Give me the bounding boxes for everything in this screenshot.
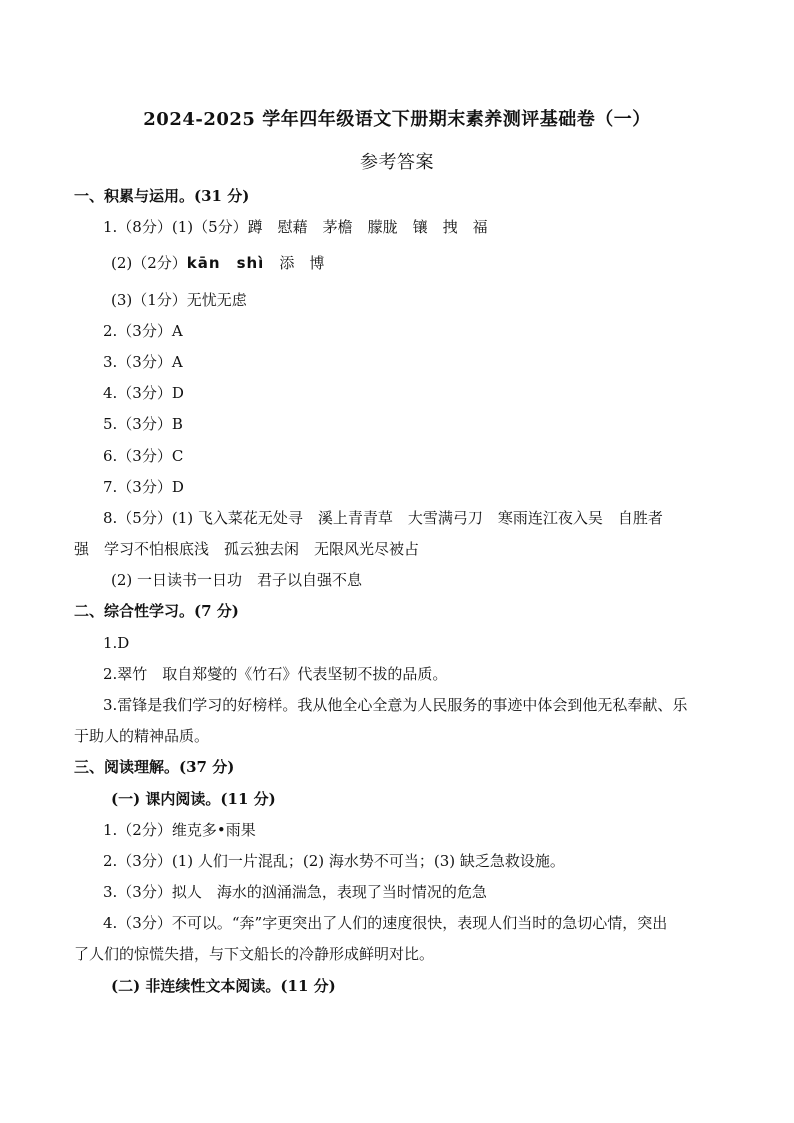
answer-read-3: 3.（3分）拟人 海水的汹涌湍急，表现了当时情况的危急 <box>103 883 487 901</box>
answer-q1-part2-rest: 添 博 <box>264 254 325 272</box>
answer-q2: 2.（3分）A <box>103 322 183 340</box>
section-heading-2: 二、综合性学习。(7 分) <box>74 602 239 620</box>
answer-q5: 5.（3分）B <box>103 415 183 433</box>
answer-read-4-line2: 了人们的惊慌失措，与下文船长的冷静形成鲜明对比。 <box>74 945 435 963</box>
answer-comp-2: 2.翠竹 取自郑燮的《竹石》代表坚韧不拔的品质。 <box>103 665 448 683</box>
answer-q8-part2: (2) 一日读书一日功 君子以自强不息 <box>111 571 363 589</box>
subsection-heading-1: (一) 课内阅读。(11 分) <box>111 790 276 808</box>
answer-q1-part2-pinyin: kān shì <box>186 254 265 272</box>
answer-comp-3-line1: 3.雷锋是我们学习的好榜样。我从他全心全意为人民服务的事迹中体会到他无私奉献、乐 <box>103 696 688 714</box>
answer-q6: 6.（3分）C <box>103 447 184 465</box>
answer-q8-line2: 强 学习不怕根底浅 孤云独去闲 无限风光尽被占 <box>74 540 420 558</box>
page-title: 2024-2025 学年四年级语文下册期末素养测评基础卷（一） <box>143 109 651 130</box>
section-heading-1: 一、积累与运用。(31 分) <box>74 187 250 205</box>
answer-comp-1: 1.D <box>103 634 130 652</box>
answer-q1-part3: (3)（1分）无忧无虑 <box>111 291 247 309</box>
answer-q1: 1.（8分）(1)（5分）蹲 慰藉 茅檐 朦胧 镶 拽 福 <box>103 218 488 236</box>
section-heading-3: 三、阅读理解。(37 分) <box>74 758 235 776</box>
page-subtitle: 参考答案 <box>360 152 434 173</box>
answer-read-2: 2.（3分）(1) 人们一片混乱；(2) 海水势不可当；(3) 缺乏急救设施。 <box>103 852 565 870</box>
answer-q8-line1: 8.（5分）(1) 飞入菜花无处寻 溪上青青草 大雪满弓刀 寒雨连江夜入吴 自胜者 <box>103 509 663 527</box>
answer-q4: 4.（3分）D <box>103 384 184 402</box>
answer-q1-part2-prefix: (2)（2分） <box>111 254 187 272</box>
answer-q3: 3.（3分）A <box>103 353 183 371</box>
answer-read-4-line1: 4.（3分）不可以。“奔”字更突出了人们的速度很快，表现人们当时的急切心情，突出 <box>103 914 668 932</box>
answer-q1-part2 <box>111 253 324 273</box>
subsection-heading-2: (二) 非连续性文本阅读。(11 分) <box>111 977 336 995</box>
answer-q7: 7.（3分）D <box>103 478 184 496</box>
answer-comp-3-line2: 于助人的精神品质。 <box>74 727 210 745</box>
answer-read-1: 1.（2分）维克多•雨果 <box>103 821 256 839</box>
